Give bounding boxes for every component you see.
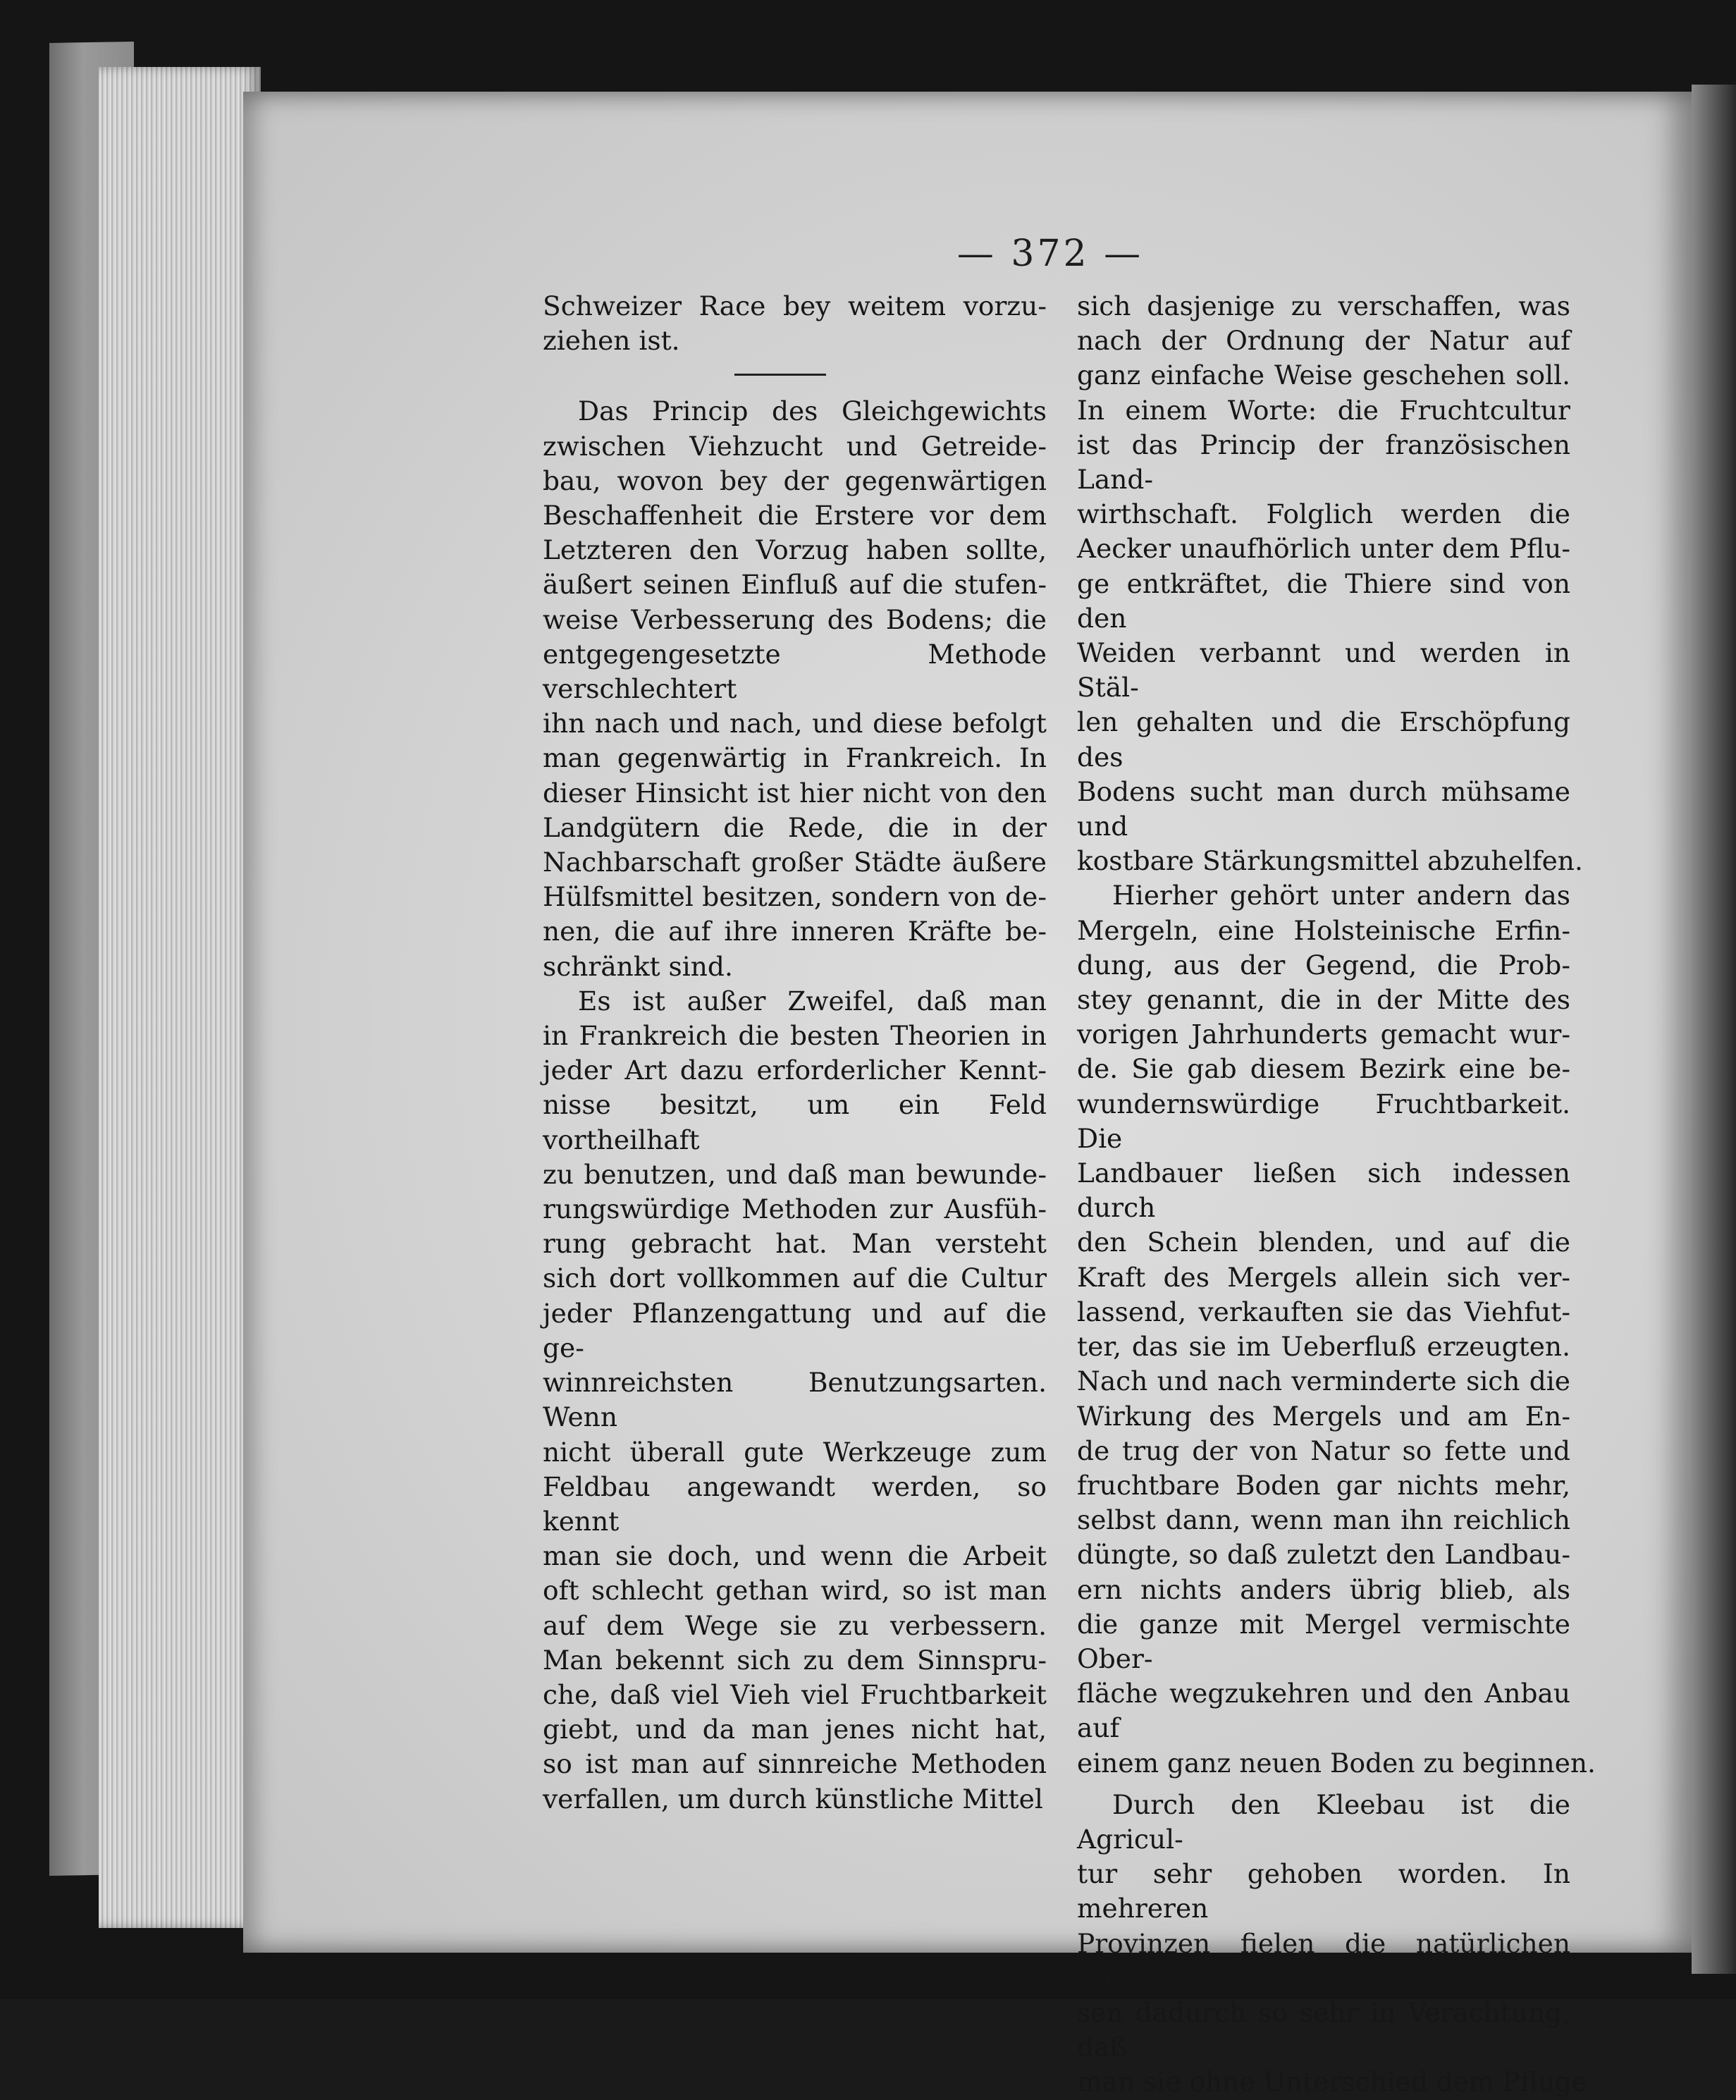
text-line: man sie ohne Unterschied dem Pfluge (1077, 2066, 1588, 2098)
right-column (1077, 289, 1596, 2100)
text-line: die ganze mit Mergel vermischte Ober- (1077, 1608, 1570, 1674)
text-line: ihn nach und nach, und diese befolgt (543, 708, 1047, 739)
text-line: nen, die auf ihre inneren Kräfte be- (543, 916, 1047, 947)
text-line: dung, aus der Gegend, die Prob- (1077, 949, 1570, 981)
text-line: Durch den Kleebau ist die Agricul- (1077, 1788, 1570, 1855)
text-line: lassend, verkauften sie das Viehfut- (1077, 1296, 1570, 1327)
text-line: Mergeln, eine Holsteinische Erfin- (1077, 914, 1570, 946)
text-line: einem ganz neuen Boden zu beginnen. (1077, 1747, 1596, 1779)
paragraph (1077, 1788, 1588, 2100)
left-column (543, 289, 1047, 1817)
text-line: dieser Hinsicht ist hier nicht von den (543, 777, 1047, 809)
text-line: ge entkräftet, die Thiere sind von den (1077, 567, 1570, 634)
text-line: bau, wovon bey der gegenwärtigen (543, 465, 1047, 496)
text-line: stey genannt, die in der Mitte des (1077, 984, 1570, 1016)
text-line: schränkt sind. (543, 950, 733, 982)
text-line: kostbare Stärkungsmittel abzuhelfen. (1077, 845, 1583, 877)
text-line: rungswürdige Methoden zur Ausfüh- (543, 1193, 1047, 1225)
text-line: düngte, so daß zuletzt den Landbau- (1077, 1539, 1570, 1571)
text-line: jeder Art dazu erforderlicher Kennt- (543, 1055, 1047, 1086)
text-line: ist das Princip der französischen Land- (1077, 429, 1570, 496)
text-line: wundernswürdige Fruchtbarkeit. Die (1077, 1088, 1570, 1154)
text-line: Schweizer Race bey weitem vorzu- (543, 290, 1047, 321)
text-line: Nach und nach verminderte sich die (1077, 1365, 1570, 1397)
text-line: Landbauer ließen sich indessen durch (1077, 1158, 1570, 1224)
text-line: nach der Ordnung der Natur auf (1077, 325, 1570, 357)
page-number: — 372 — (956, 233, 1144, 275)
paragraph (1077, 289, 1583, 878)
text-line: jeder Pflanzengattung und auf die ge- (543, 1297, 1047, 1363)
text-line: de. Sie gab diesem Bezirk eine be- (1077, 1053, 1570, 1085)
text-line: so ist man auf sinnreiche Methoden (543, 1748, 1047, 1780)
paragraph (1077, 878, 1596, 1780)
text-line: man gegenwärtig in Frankreich. In (543, 742, 1047, 774)
page-edges (99, 67, 261, 1928)
text-line: Feldbau angewandt werden, so kennt (543, 1470, 1047, 1537)
text-line: Das Princip des Gleichgewichts (578, 395, 1047, 427)
text-line: de trug der von Natur so fette und (1077, 1435, 1570, 1466)
text-line: zu benutzen, und daß man bewunde- (543, 1158, 1047, 1190)
text-line: Landgütern die Rede, die in der (543, 811, 1047, 843)
page-gutter (1692, 85, 1736, 1974)
text-line: vorigen Jahrhunderts gemacht wur- (1077, 1019, 1570, 1050)
text-line: ganz einfache Weise geschehen soll. (1077, 360, 1570, 391)
text-line: Man bekennt sich zu dem Sinnspru- (543, 1644, 1047, 1676)
text-line: selbst dann, wenn man ihn reichlich (1077, 1504, 1570, 1536)
text-line: nicht überall gute Werkzeuge zum (543, 1436, 1047, 1468)
text-line: sich dasjenige zu verschaffen, was (1077, 290, 1570, 321)
text-line: In einem Worte: die Fruchtcultur (1077, 394, 1570, 426)
text-line: Bodens sucht man durch mühsame und (1077, 775, 1570, 842)
text-line: wirthschaft. Folglich werden die (1077, 498, 1570, 530)
text-line: Beschaffenheit die Erstere vor dem (543, 500, 1047, 532)
text-line: Wirkung des Mergels und am En- (1077, 1400, 1570, 1432)
text-line: Letzteren den Vorzug haben sollte, (543, 534, 1047, 566)
text-line: che, daß viel Vieh viel Fruchtbarkeit (543, 1678, 1047, 1710)
text-line: weise Verbesserung des Bodens; die (543, 603, 1047, 635)
text-line: den Schein blenden, und auf die (1077, 1227, 1570, 1258)
text-line: Aecker unaufhörlich unter dem Pflu- (1077, 533, 1570, 565)
paragraph (543, 394, 1047, 983)
text-line: Weiden verbannt und werden in Stäl- (1077, 637, 1570, 704)
text-line: Hierher gehört unter andern das (1112, 880, 1570, 911)
text-line: äußert seinen Einfluß auf die stufen- (543, 569, 1047, 601)
text-line: Provinzen fielen die natürlichen Wie- (1077, 1927, 1570, 1994)
text-line: winnreichsten Benutzungsarten. Wenn (543, 1367, 1047, 1433)
text-line: len gehalten und die Erschöpfung des (1077, 706, 1570, 773)
text-line: ter, das sie im Ueberfluß erzeugten. (1077, 1331, 1570, 1363)
text-line: Hülfsmittel besitzen, sondern von de- (543, 881, 1047, 913)
text-line: ern nichts anders übrig blieb, als (1077, 1573, 1570, 1605)
text-line: Es ist außer Zweifel, daß man (578, 985, 1047, 1017)
text-line: rung gebracht hat. Man versteht (543, 1228, 1047, 1260)
text-line: tur sehr gehoben worden. In mehreren (1077, 1858, 1570, 1924)
text-line: Nachbarschaft großer Städte äußere (543, 847, 1047, 878)
text-line: in Frankreich die besten Theorien in (543, 1020, 1047, 1052)
text-line: oft schlecht gethan wird, so ist man (543, 1575, 1047, 1607)
text-line: entgegengesetzte Methode verschlechtert (543, 638, 1047, 705)
text-line: fruchtbare Boden gar nichts mehr, (1077, 1469, 1570, 1501)
paragraph (543, 984, 1047, 1817)
text-line: fläche wegzukehren und den Anbau auf (1077, 1678, 1570, 1744)
text-line: man sie doch, und wenn die Arbeit (543, 1540, 1047, 1572)
text-line: sen dadurch so sehr in Verachtung, daß (1077, 1996, 1570, 2063)
text-line: zwischen Viehzucht und Getreide- (543, 430, 1047, 462)
text-line: giebt, und da man jenes nicht hat, (543, 1714, 1047, 1745)
text-line: Kraft des Mergels allein sich ver- (1077, 1261, 1570, 1293)
text-line: ziehen ist. (543, 325, 680, 357)
text-line: nisse besitzt, um ein Feld vortheilhaft (543, 1089, 1047, 1155)
section-divider (734, 374, 826, 376)
text-line: sich dort vollkommen auf die Cultur (543, 1263, 1047, 1294)
intro-text (543, 289, 1047, 358)
text-line: auf dem Wege sie zu verbessern. (543, 1609, 1047, 1641)
text-line: verfallen, um durch künstliche Mittel (543, 1783, 1043, 1815)
